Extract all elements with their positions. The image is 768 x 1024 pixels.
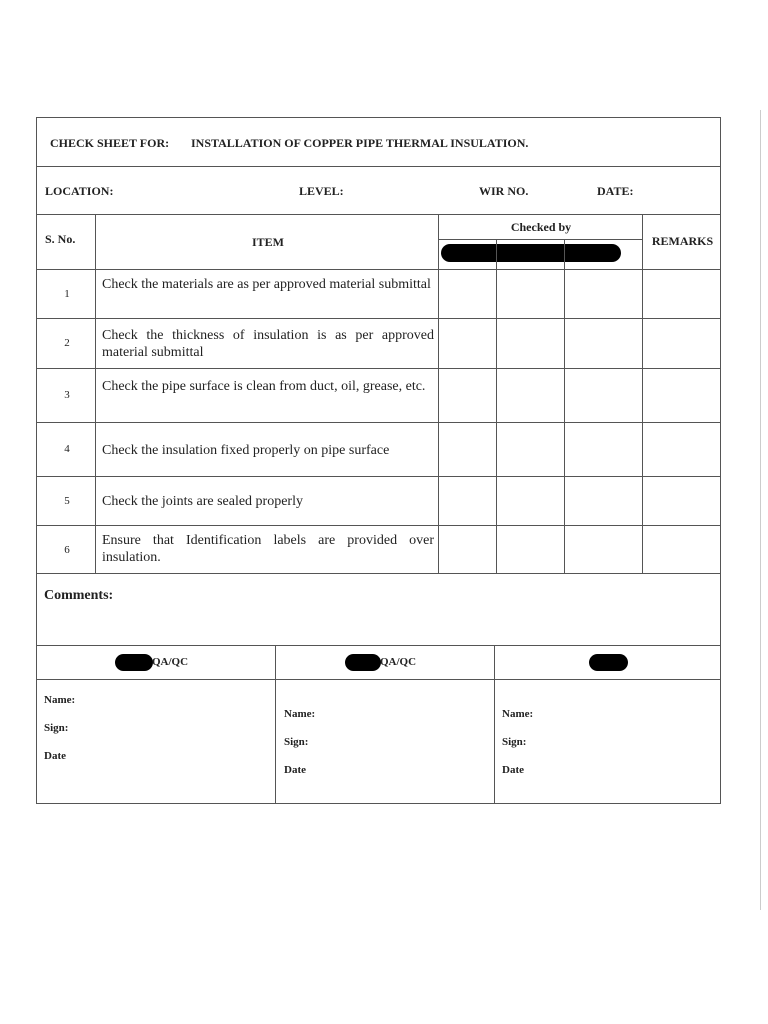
remarks-header: REMARKS <box>651 234 714 248</box>
divider <box>37 645 720 646</box>
location-label: LOCATION: <box>45 184 114 198</box>
column-line <box>494 645 495 804</box>
row-sno-3: 3 <box>64 389 70 401</box>
sign-label: Sign: <box>502 736 527 748</box>
checked-by-subdivider <box>439 239 643 240</box>
redaction-mark <box>589 654 628 671</box>
level-label: LEVEL: <box>299 184 344 198</box>
name-label: Name: <box>284 708 316 720</box>
divider <box>37 318 720 319</box>
wir-label: WIR NO. <box>479 184 529 198</box>
divider <box>37 476 720 477</box>
divider <box>37 679 720 680</box>
name-label: Name: <box>44 694 76 706</box>
name-label: Name: <box>502 708 534 720</box>
column-line <box>438 214 439 573</box>
column-line <box>564 239 565 573</box>
row-sno-5: 5 <box>64 495 70 507</box>
row-sno-4: 4 <box>64 443 70 455</box>
check-sheet-label: CHECK SHEET FOR: <box>50 136 170 150</box>
row-item-5: Check the joints are sealed properly <box>102 494 303 509</box>
row-sno-1: 1 <box>64 288 70 300</box>
divider <box>37 573 720 574</box>
row-sno-6: 6 <box>64 544 70 556</box>
row-item-4: Check the insulation fixed properly on pipe surface <box>102 443 390 458</box>
row-item-1: Check the materials are as per approved material submittal <box>102 277 431 292</box>
column-line <box>496 239 497 573</box>
divider <box>37 214 720 215</box>
divider <box>37 525 720 526</box>
check-sheet-title: INSTALLATION OF COPPER PIPE THERMAL INSULATION. <box>191 136 529 150</box>
sno-header: S. No. <box>45 232 76 246</box>
signoff-role-1: QA/QC <box>152 656 189 668</box>
divider <box>37 422 720 423</box>
check-sheet-form <box>36 117 721 804</box>
sign-label: Sign: <box>44 722 69 734</box>
date-label: DATE: <box>597 184 634 198</box>
date-label: Date <box>502 764 524 776</box>
item-header: ITEM <box>251 235 284 249</box>
divider <box>37 166 720 167</box>
redaction-mark <box>115 654 153 671</box>
column-line <box>275 645 276 804</box>
row-item-2: Check the thickness of insulation is as per approved material submittal <box>102 328 434 360</box>
signoff-role-2: QA/QC <box>380 656 417 668</box>
date-label: Date <box>284 764 306 776</box>
redaction-mark <box>441 244 621 262</box>
row-item-6: Ensure that Identification labels are provided over insulation. <box>102 533 434 565</box>
checked-by-header: Checked by <box>510 220 572 234</box>
row-item-3: Check the pipe surface is clean from duct, oil, grease, etc. <box>102 379 426 394</box>
divider <box>37 368 720 369</box>
date-label: Date <box>44 750 66 762</box>
row-sno-2: 2 <box>64 337 70 349</box>
sign-label: Sign: <box>284 736 309 748</box>
scan-edge-line <box>760 110 761 910</box>
divider <box>37 269 720 270</box>
column-line <box>95 214 96 573</box>
column-line <box>642 214 643 573</box>
redaction-mark <box>345 654 381 671</box>
comments-label: Comments: <box>44 588 114 603</box>
